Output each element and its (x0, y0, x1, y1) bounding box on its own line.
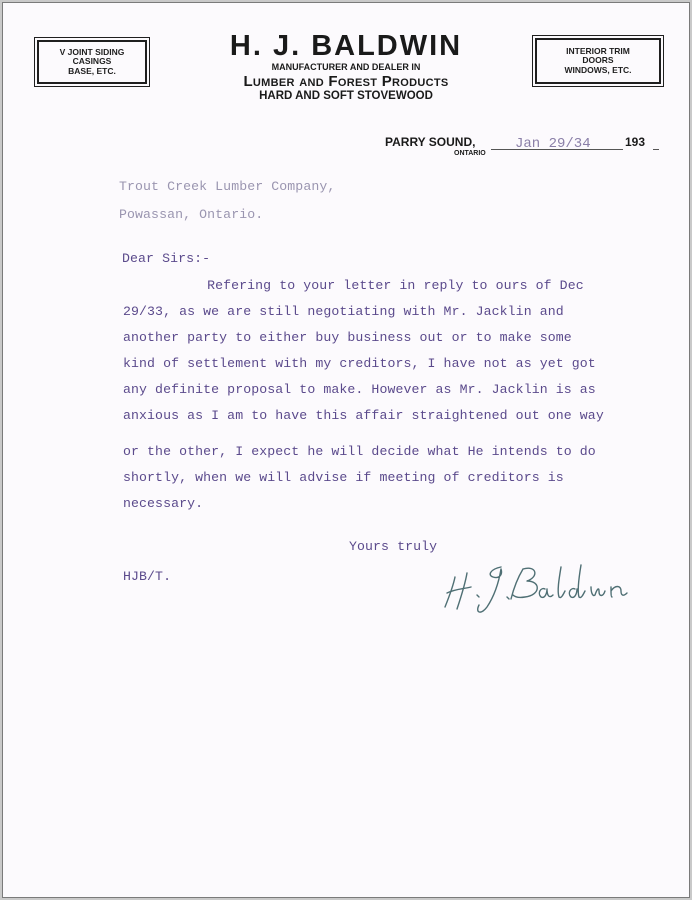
recipient-line: Powassan, Ontario. (119, 207, 264, 222)
recipient-line: Trout Creek Lumber Company, (119, 179, 336, 194)
salutation: Dear Sirs:- (122, 251, 211, 266)
left-box-line: CASINGS (72, 56, 112, 67)
right-box-line: WINDOWS, ETC. (564, 64, 632, 75)
body-line: anxious as I am to have this affair straightened out one way (123, 408, 604, 423)
body-line: or the other, I expect he will decide what He intends to do (123, 444, 596, 459)
left-box-line: V JOINT SIDING (59, 46, 125, 57)
letter-page (2, 2, 690, 898)
stovewood-line: HARD AND SOFT STOVEWOOD (259, 90, 433, 102)
products-line: Lumber and Forest Products (243, 73, 449, 90)
right-box-line: DOORS (582, 55, 614, 66)
place-name: PARRY SOUND, (385, 135, 476, 149)
body-line: kind of settlement with my creditors, I have not as yet got (123, 356, 596, 371)
closing: Yours truly (349, 539, 438, 554)
typist-initials: HJB/T. (123, 569, 172, 584)
body-line: necessary. (123, 496, 204, 511)
date-underline-end (653, 149, 659, 150)
right-box-line: INTERIOR TRIM (566, 45, 630, 56)
body-line: another party to either buy business out or to make some (123, 330, 572, 345)
letter-date: Jan 29/34 (515, 136, 591, 152)
year-prefix: 193 (625, 135, 646, 149)
body-line: 29/33, as we are still negotiating with Mr. Jacklin and (123, 304, 564, 319)
province-name: ONTARIO (454, 150, 486, 157)
body-line: Refering to your letter in reply to ours of Dec (167, 278, 584, 293)
signature-icon (441, 559, 631, 619)
body-line: shortly, when we will advise if meeting of creditors is (123, 470, 564, 485)
company-name: H. J. BALDWIN (229, 30, 463, 62)
body-line: any definite proposal to make. However as Mr. Jacklin is as (123, 382, 596, 397)
manufacturer-line: MANUFACTURER AND DEALER IN (271, 62, 421, 72)
left-box-line: BASE, ETC. (68, 65, 116, 76)
right-product-box (535, 38, 661, 84)
